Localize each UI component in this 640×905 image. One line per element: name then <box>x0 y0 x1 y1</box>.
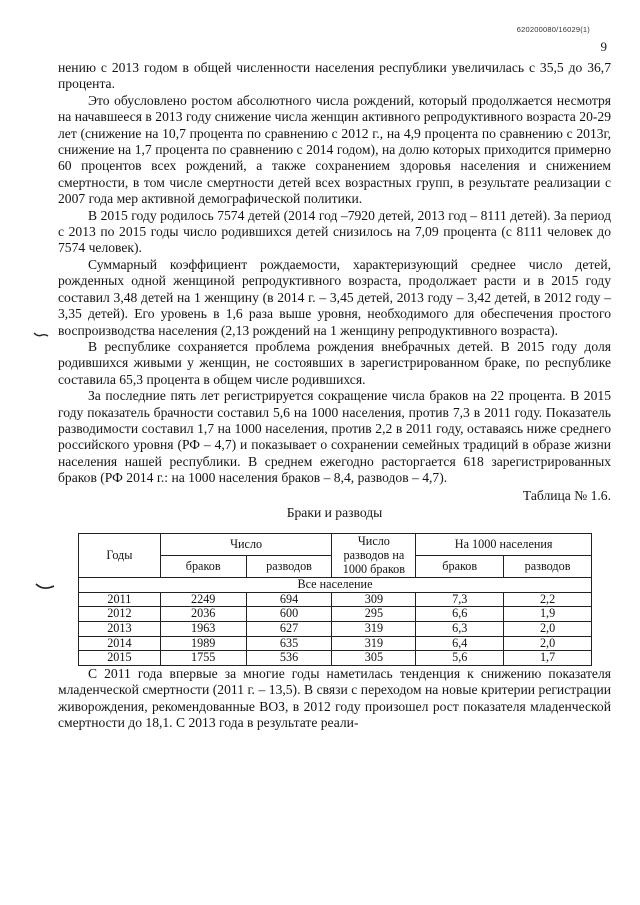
table-cell: 295 <box>332 607 416 622</box>
table-cell: 2,2 <box>504 592 592 607</box>
paragraph: Суммарный коэффициент рождаемости, характеризующий среднее число детей, рожденных одной женщиной репродуктивного возраста, продолжает расти и в 2015 году составил 3,48 детей на 1 женщину (в 2014 г. – 3,45 детей, 2013 году – 3,42 детей, в 2012 году – 3,35 детей). Его уровень в 1,6 раза выше уровня, необходимого для обеспечения простого воспроизводства населения (2,13 рождений на 1 женщину репродуктивного возраста). <box>58 256 611 338</box>
table-cell: 1989 <box>160 636 246 651</box>
table-cell: 5,6 <box>416 651 504 666</box>
table-cell: 2014 <box>79 636 161 651</box>
table-cell: 319 <box>332 636 416 651</box>
table-cell: 305 <box>332 651 416 666</box>
paragraph: В республике сохраняется проблема рождения внебрачных детей. В 2015 году доля родившихся живыми у женщин, не состоявших в зарегистрированном браке, по республике составила 65,3 процента в общем числе родившихся. <box>58 338 611 387</box>
table-cell: 600 <box>246 607 332 622</box>
paragraph: нению с 2013 годом в общей численности населения республики увеличилась с 35,5 до 36,7 процента. <box>58 60 611 92</box>
table-cell: 1,7 <box>504 651 592 666</box>
pen-mark <box>33 332 49 338</box>
page-content <box>58 60 611 731</box>
header-per-divorces: разводов <box>504 556 592 578</box>
table-cell: 319 <box>332 621 416 636</box>
table-cell: 2249 <box>160 592 246 607</box>
paragraph: Это обусловлено ростом абсолютного числа рождений, который продолжается несмотря на начавшееся в 2013 году снижение числа женщин активного репродуктивного возраста 20-29 лет (снижение на 10,7 процента по сравнению с 2012 г., на 4,9 процента по сравнению с 2013г, снижение на 1,7 процента по сравнению с 2014 годом), на долю которых приходится примерно 60 процентов всех рождений, а также сохранением здоровья населения и снижением смертности, в том числе смертности детей всех возрастных групп, в результате реализации с 2007 года мер активной демографической политики. <box>58 92 611 207</box>
table-cell: 309 <box>332 592 416 607</box>
table-cell: 2015 <box>79 651 161 666</box>
header-divorces: разводов <box>246 556 332 578</box>
header-count-group: Число <box>160 534 332 556</box>
table-row <box>79 636 592 651</box>
table-number: Таблица № 1.6. <box>522 487 611 503</box>
table-cell: 2,0 <box>504 636 592 651</box>
paragraph: В 2015 году родилось 7574 детей (2014 год –7920 детей, 2013 год – 8111 детей). За период с 2013 по 2015 годы число родившихся детей снизилось на 7,09 процента (с 8111 человек до 7574 человек). <box>58 207 611 256</box>
table-cell: 1963 <box>160 621 246 636</box>
table-cell: 6,3 <box>416 621 504 636</box>
table-cell: 6,4 <box>416 636 504 651</box>
table-cell: 7,3 <box>416 592 504 607</box>
table-row <box>79 607 592 622</box>
table-row <box>79 651 592 666</box>
marriages-divorces-table <box>78 533 592 665</box>
table-cell: 2013 <box>79 621 161 636</box>
table-cell: 1,9 <box>504 607 592 622</box>
pen-mark <box>35 583 55 591</box>
page-number: 9 <box>600 39 607 54</box>
table-title: Браки и разводы <box>286 504 383 520</box>
table-cell: 1755 <box>160 651 246 666</box>
table-cell: 635 <box>246 636 332 651</box>
table-cell: 2036 <box>160 607 246 622</box>
header-year: Годы <box>79 534 161 578</box>
table-row <box>79 621 592 636</box>
header-divorces-per-1000: Число разводов на 1000 браков <box>332 534 416 578</box>
document-id: 620200080/16029(1) <box>516 25 590 34</box>
table-cell: 694 <box>246 592 332 607</box>
paragraph: С 2011 года впервые за многие годы наметилась тенденция к снижению показателя младенческой смертности (2011 г. – 13,5). В связи с переходом на новые критерии регистрации живорождения, рекомендованные ВОЗ, в 2012 году произошел рост показателя младенческой смертности до 18,1. С 2013 года в результате реали- <box>58 665 611 730</box>
table-section: Все население <box>79 578 592 593</box>
header-per-marriages: браков <box>416 556 504 578</box>
table-cell: 6,6 <box>416 607 504 622</box>
table-cell: 536 <box>246 651 332 666</box>
header-per-1000-group: На 1000 населения <box>416 534 592 556</box>
table-cell: 2012 <box>79 607 161 622</box>
header-marriages: браков <box>160 556 246 578</box>
table-cell: 2011 <box>79 592 161 607</box>
table-cell: 2,0 <box>504 621 592 636</box>
table-row <box>79 592 592 607</box>
paragraph: За последние пять лет регистрируется сокращение числа браков на 22 процента. В 2015 году показатель брачности составил 5,6 на 1000 населения, против 7,3 в 2011 году. Показатель разводимости составил 1,7 на 1000 населения, против 2,2 в 2011 году, оставаясь ниже среднего российского уровня (РФ – 4,7) и показывает о сохранении семейных традиций в образе жизни населения нашей республики. В среднем ежегодно расторгается 618 зарегистрированных браков (РФ 2014 г.: на 1000 населения браков – 8,4, разводов – 4,7). <box>58 388 611 486</box>
table-cell: 627 <box>246 621 332 636</box>
